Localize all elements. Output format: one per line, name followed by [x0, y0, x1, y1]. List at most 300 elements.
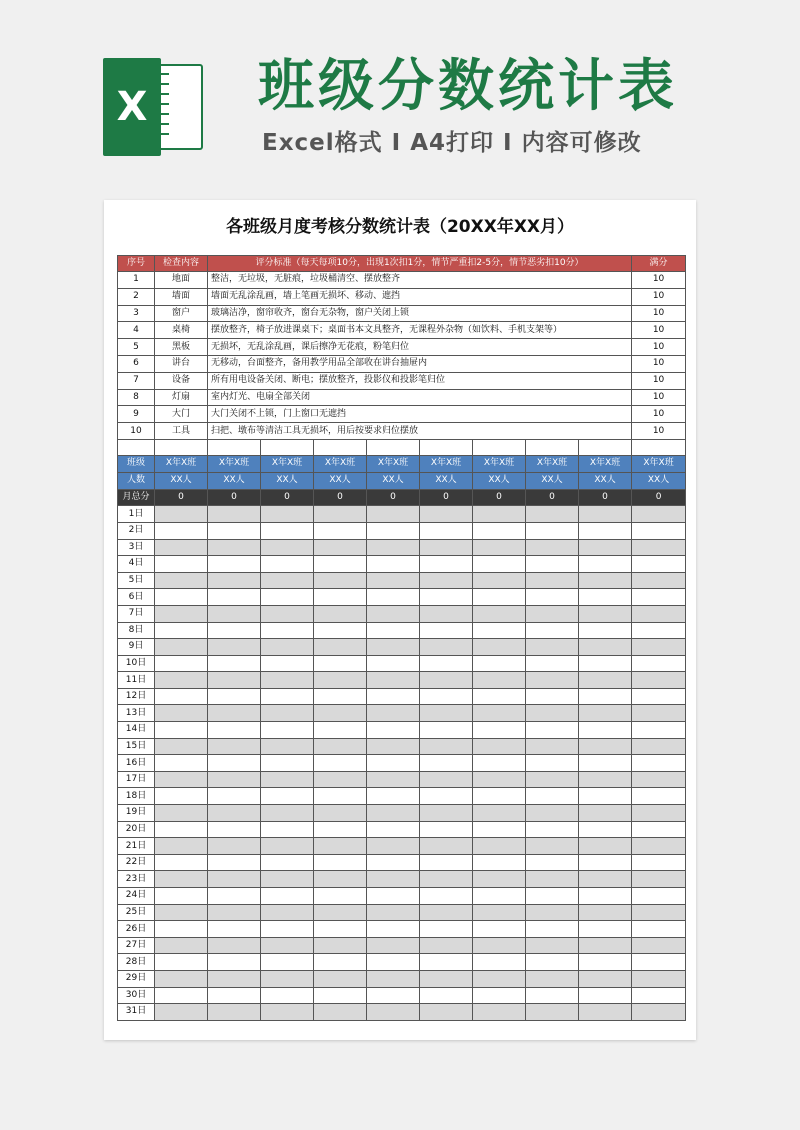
day-score-cell[interactable] [473, 506, 526, 523]
day-score-cell[interactable] [420, 572, 473, 589]
day-score-cell[interactable] [261, 722, 314, 739]
day-score-cell[interactable] [155, 605, 208, 622]
day-score-cell[interactable] [420, 556, 473, 573]
day-score-cell[interactable] [420, 937, 473, 954]
day-score-cell[interactable] [473, 672, 526, 689]
day-score-cell[interactable] [314, 1004, 367, 1021]
class-name[interactable]: X年X班 [208, 455, 261, 472]
class-people-count[interactable]: XX人 [632, 472, 686, 489]
day-score-cell[interactable] [473, 605, 526, 622]
day-score-cell[interactable] [473, 838, 526, 855]
day-score-cell[interactable] [367, 738, 420, 755]
day-score-cell[interactable] [632, 672, 686, 689]
day-score-cell[interactable] [632, 705, 686, 722]
day-score-cell[interactable] [314, 805, 367, 822]
day-score-cell[interactable] [261, 688, 314, 705]
day-score-cell[interactable] [632, 854, 686, 871]
day-score-cell[interactable] [473, 755, 526, 772]
day-score-cell[interactable] [632, 954, 686, 971]
day-score-cell[interactable] [526, 788, 579, 805]
day-score-cell[interactable] [420, 622, 473, 639]
day-score-cell[interactable] [314, 788, 367, 805]
class-people-count[interactable]: XX人 [261, 472, 314, 489]
class-name[interactable]: X年X班 [526, 455, 579, 472]
day-score-cell[interactable] [473, 722, 526, 739]
day-score-cell[interactable] [208, 888, 261, 905]
day-score-cell[interactable] [261, 888, 314, 905]
day-score-cell[interactable] [314, 854, 367, 871]
day-score-cell[interactable] [579, 755, 632, 772]
class-name[interactable]: X年X班 [314, 455, 367, 472]
day-score-cell[interactable] [420, 738, 473, 755]
day-score-cell[interactable] [473, 622, 526, 639]
day-score-cell[interactable] [473, 705, 526, 722]
day-score-cell[interactable] [579, 970, 632, 987]
day-score-cell[interactable] [261, 639, 314, 656]
day-score-cell[interactable] [473, 821, 526, 838]
day-score-cell[interactable] [420, 655, 473, 672]
day-score-cell[interactable] [420, 1004, 473, 1021]
day-score-cell[interactable] [579, 655, 632, 672]
day-score-cell[interactable] [208, 556, 261, 573]
day-score-cell[interactable] [261, 572, 314, 589]
day-score-cell[interactable] [314, 622, 367, 639]
day-score-cell[interactable] [367, 622, 420, 639]
class-name[interactable]: X年X班 [155, 455, 208, 472]
day-score-cell[interactable] [420, 589, 473, 606]
day-score-cell[interactable] [420, 871, 473, 888]
day-score-cell[interactable] [155, 622, 208, 639]
day-score-cell[interactable] [632, 771, 686, 788]
day-score-cell[interactable] [526, 506, 579, 523]
day-score-cell[interactable] [473, 539, 526, 556]
day-score-cell[interactable] [420, 522, 473, 539]
day-score-cell[interactable] [420, 904, 473, 921]
day-score-cell[interactable] [420, 805, 473, 822]
day-score-cell[interactable] [155, 838, 208, 855]
day-score-cell[interactable] [579, 904, 632, 921]
day-score-cell[interactable] [420, 954, 473, 971]
day-score-cell[interactable] [473, 854, 526, 871]
day-score-cell[interactable] [367, 506, 420, 523]
day-score-cell[interactable] [526, 954, 579, 971]
day-score-cell[interactable] [420, 888, 473, 905]
day-score-cell[interactable] [579, 688, 632, 705]
day-score-cell[interactable] [208, 622, 261, 639]
day-score-cell[interactable] [367, 755, 420, 772]
day-score-cell[interactable] [367, 788, 420, 805]
day-score-cell[interactable] [314, 672, 367, 689]
day-score-cell[interactable] [579, 506, 632, 523]
class-people-count[interactable]: XX人 [420, 472, 473, 489]
day-score-cell[interactable] [155, 539, 208, 556]
day-score-cell[interactable] [155, 987, 208, 1004]
day-score-cell[interactable] [261, 771, 314, 788]
day-score-cell[interactable] [579, 788, 632, 805]
day-score-cell[interactable] [155, 788, 208, 805]
day-score-cell[interactable] [314, 888, 367, 905]
day-score-cell[interactable] [208, 771, 261, 788]
day-score-cell[interactable] [526, 705, 579, 722]
day-score-cell[interactable] [579, 605, 632, 622]
day-score-cell[interactable] [473, 688, 526, 705]
day-score-cell[interactable] [155, 755, 208, 772]
day-score-cell[interactable] [367, 838, 420, 855]
day-score-cell[interactable] [473, 921, 526, 938]
day-score-cell[interactable] [367, 672, 420, 689]
day-score-cell[interactable] [261, 655, 314, 672]
day-score-cell[interactable] [420, 722, 473, 739]
day-score-cell[interactable] [261, 705, 314, 722]
day-score-cell[interactable] [314, 921, 367, 938]
day-score-cell[interactable] [526, 722, 579, 739]
day-score-cell[interactable] [632, 572, 686, 589]
day-score-cell[interactable] [367, 639, 420, 656]
day-score-cell[interactable] [367, 572, 420, 589]
day-score-cell[interactable] [208, 755, 261, 772]
day-score-cell[interactable] [632, 970, 686, 987]
class-people-count[interactable]: XX人 [367, 472, 420, 489]
day-score-cell[interactable] [632, 605, 686, 622]
day-score-cell[interactable] [579, 1004, 632, 1021]
day-score-cell[interactable] [155, 639, 208, 656]
day-score-cell[interactable] [579, 705, 632, 722]
day-score-cell[interactable] [314, 904, 367, 921]
day-score-cell[interactable] [526, 970, 579, 987]
class-people-count[interactable]: XX人 [314, 472, 367, 489]
day-score-cell[interactable] [420, 705, 473, 722]
day-score-cell[interactable] [261, 556, 314, 573]
day-score-cell[interactable] [420, 672, 473, 689]
day-score-cell[interactable] [632, 506, 686, 523]
day-score-cell[interactable] [314, 838, 367, 855]
day-score-cell[interactable] [367, 722, 420, 739]
day-score-cell[interactable] [155, 1004, 208, 1021]
day-score-cell[interactable] [367, 539, 420, 556]
day-score-cell[interactable] [208, 589, 261, 606]
day-score-cell[interactable] [208, 722, 261, 739]
day-score-cell[interactable] [420, 970, 473, 987]
day-score-cell[interactable] [632, 1004, 686, 1021]
day-score-cell[interactable] [155, 954, 208, 971]
day-score-cell[interactable] [420, 755, 473, 772]
day-score-cell[interactable] [632, 622, 686, 639]
day-score-cell[interactable] [632, 871, 686, 888]
day-score-cell[interactable] [579, 854, 632, 871]
day-score-cell[interactable] [579, 572, 632, 589]
day-score-cell[interactable] [526, 738, 579, 755]
day-score-cell[interactable] [261, 672, 314, 689]
class-people-count[interactable]: XX人 [579, 472, 632, 489]
day-score-cell[interactable] [155, 937, 208, 954]
day-score-cell[interactable] [632, 589, 686, 606]
day-score-cell[interactable] [367, 821, 420, 838]
day-score-cell[interactable] [473, 788, 526, 805]
day-score-cell[interactable] [367, 921, 420, 938]
day-score-cell[interactable] [314, 572, 367, 589]
day-score-cell[interactable] [314, 605, 367, 622]
day-score-cell[interactable] [314, 556, 367, 573]
class-people-count[interactable]: XX人 [155, 472, 208, 489]
class-name[interactable]: X年X班 [367, 455, 420, 472]
day-score-cell[interactable] [261, 605, 314, 622]
day-score-cell[interactable] [367, 522, 420, 539]
day-score-cell[interactable] [155, 854, 208, 871]
day-score-cell[interactable] [155, 556, 208, 573]
day-score-cell[interactable] [261, 904, 314, 921]
day-score-cell[interactable] [579, 888, 632, 905]
class-name[interactable]: X年X班 [420, 455, 473, 472]
day-score-cell[interactable] [314, 688, 367, 705]
day-score-cell[interactable] [579, 539, 632, 556]
day-score-cell[interactable] [155, 888, 208, 905]
day-score-cell[interactable] [367, 871, 420, 888]
day-score-cell[interactable] [632, 821, 686, 838]
day-score-cell[interactable] [526, 522, 579, 539]
day-score-cell[interactable] [473, 738, 526, 755]
day-score-cell[interactable] [473, 655, 526, 672]
day-score-cell[interactable] [261, 1004, 314, 1021]
day-score-cell[interactable] [208, 805, 261, 822]
day-score-cell[interactable] [208, 738, 261, 755]
day-score-cell[interactable] [579, 805, 632, 822]
day-score-cell[interactable] [155, 522, 208, 539]
class-name[interactable]: X年X班 [473, 455, 526, 472]
day-score-cell[interactable] [473, 805, 526, 822]
day-score-cell[interactable] [367, 888, 420, 905]
day-score-cell[interactable] [314, 722, 367, 739]
day-score-cell[interactable] [208, 937, 261, 954]
day-score-cell[interactable] [473, 572, 526, 589]
class-name[interactable]: X年X班 [632, 455, 686, 472]
day-score-cell[interactable] [208, 871, 261, 888]
day-score-cell[interactable] [579, 937, 632, 954]
day-score-cell[interactable] [420, 539, 473, 556]
day-score-cell[interactable] [473, 937, 526, 954]
day-score-cell[interactable] [261, 622, 314, 639]
day-score-cell[interactable] [632, 788, 686, 805]
day-score-cell[interactable] [208, 572, 261, 589]
day-score-cell[interactable] [367, 605, 420, 622]
day-score-cell[interactable] [632, 655, 686, 672]
day-score-cell[interactable] [420, 921, 473, 938]
day-score-cell[interactable] [420, 788, 473, 805]
day-score-cell[interactable] [367, 970, 420, 987]
day-score-cell[interactable] [579, 921, 632, 938]
day-score-cell[interactable] [314, 871, 367, 888]
day-score-cell[interactable] [261, 921, 314, 938]
day-score-cell[interactable] [261, 738, 314, 755]
day-score-cell[interactable] [632, 755, 686, 772]
day-score-cell[interactable] [420, 688, 473, 705]
day-score-cell[interactable] [314, 821, 367, 838]
day-score-cell[interactable] [632, 688, 686, 705]
day-score-cell[interactable] [208, 655, 261, 672]
day-score-cell[interactable] [526, 655, 579, 672]
day-score-cell[interactable] [208, 688, 261, 705]
day-score-cell[interactable] [632, 921, 686, 938]
day-score-cell[interactable] [632, 987, 686, 1004]
day-score-cell[interactable] [208, 705, 261, 722]
day-score-cell[interactable] [579, 771, 632, 788]
day-score-cell[interactable] [526, 672, 579, 689]
day-score-cell[interactable] [367, 987, 420, 1004]
day-score-cell[interactable] [579, 722, 632, 739]
class-name[interactable]: X年X班 [261, 455, 314, 472]
day-score-cell[interactable] [314, 506, 367, 523]
day-score-cell[interactable] [526, 771, 579, 788]
day-score-cell[interactable] [208, 539, 261, 556]
day-score-cell[interactable] [579, 589, 632, 606]
day-score-cell[interactable] [155, 655, 208, 672]
day-score-cell[interactable] [473, 771, 526, 788]
day-score-cell[interactable] [208, 821, 261, 838]
day-score-cell[interactable] [579, 987, 632, 1004]
day-score-cell[interactable] [314, 738, 367, 755]
day-score-cell[interactable] [155, 722, 208, 739]
day-score-cell[interactable] [155, 904, 208, 921]
day-score-cell[interactable] [155, 506, 208, 523]
day-score-cell[interactable] [579, 954, 632, 971]
day-score-cell[interactable] [208, 522, 261, 539]
day-score-cell[interactable] [526, 904, 579, 921]
day-score-cell[interactable] [632, 722, 686, 739]
day-score-cell[interactable] [632, 738, 686, 755]
day-score-cell[interactable] [155, 572, 208, 589]
day-score-cell[interactable] [526, 921, 579, 938]
day-score-cell[interactable] [420, 639, 473, 656]
class-people-count[interactable]: XX人 [473, 472, 526, 489]
day-score-cell[interactable] [367, 771, 420, 788]
day-score-cell[interactable] [261, 838, 314, 855]
class-people-count[interactable]: XX人 [208, 472, 261, 489]
day-score-cell[interactable] [261, 805, 314, 822]
day-score-cell[interactable] [261, 539, 314, 556]
day-score-cell[interactable] [579, 556, 632, 573]
day-score-cell[interactable] [632, 805, 686, 822]
day-score-cell[interactable] [261, 755, 314, 772]
day-score-cell[interactable] [367, 655, 420, 672]
day-score-cell[interactable] [314, 655, 367, 672]
day-score-cell[interactable] [526, 937, 579, 954]
day-score-cell[interactable] [526, 838, 579, 855]
day-score-cell[interactable] [314, 937, 367, 954]
day-score-cell[interactable] [155, 970, 208, 987]
day-score-cell[interactable] [261, 871, 314, 888]
day-score-cell[interactable] [579, 639, 632, 656]
day-score-cell[interactable] [208, 672, 261, 689]
day-score-cell[interactable] [208, 838, 261, 855]
day-score-cell[interactable] [314, 755, 367, 772]
day-score-cell[interactable] [526, 821, 579, 838]
day-score-cell[interactable] [155, 821, 208, 838]
day-score-cell[interactable] [208, 605, 261, 622]
day-score-cell[interactable] [526, 888, 579, 905]
day-score-cell[interactable] [208, 788, 261, 805]
day-score-cell[interactable] [261, 821, 314, 838]
day-score-cell[interactable] [473, 639, 526, 656]
day-score-cell[interactable] [367, 1004, 420, 1021]
day-score-cell[interactable] [473, 556, 526, 573]
day-score-cell[interactable] [632, 639, 686, 656]
day-score-cell[interactable] [526, 622, 579, 639]
day-score-cell[interactable] [208, 639, 261, 656]
day-score-cell[interactable] [155, 805, 208, 822]
day-score-cell[interactable] [208, 854, 261, 871]
day-score-cell[interactable] [420, 987, 473, 1004]
day-score-cell[interactable] [367, 688, 420, 705]
day-score-cell[interactable] [314, 705, 367, 722]
day-score-cell[interactable] [314, 987, 367, 1004]
day-score-cell[interactable] [367, 904, 420, 921]
day-score-cell[interactable] [208, 921, 261, 938]
day-score-cell[interactable] [261, 854, 314, 871]
day-score-cell[interactable] [526, 987, 579, 1004]
day-score-cell[interactable] [632, 838, 686, 855]
day-score-cell[interactable] [261, 970, 314, 987]
day-score-cell[interactable] [367, 805, 420, 822]
day-score-cell[interactable] [367, 556, 420, 573]
day-score-cell[interactable] [261, 506, 314, 523]
day-score-cell[interactable] [526, 639, 579, 656]
day-score-cell[interactable] [208, 904, 261, 921]
day-score-cell[interactable] [367, 705, 420, 722]
day-score-cell[interactable] [632, 556, 686, 573]
day-score-cell[interactable] [473, 522, 526, 539]
day-score-cell[interactable] [579, 821, 632, 838]
day-score-cell[interactable] [155, 705, 208, 722]
day-score-cell[interactable] [420, 506, 473, 523]
day-score-cell[interactable] [208, 987, 261, 1004]
day-score-cell[interactable] [526, 854, 579, 871]
day-score-cell[interactable] [473, 987, 526, 1004]
day-score-cell[interactable] [579, 522, 632, 539]
day-score-cell[interactable] [579, 871, 632, 888]
day-score-cell[interactable] [473, 970, 526, 987]
day-score-cell[interactable] [473, 904, 526, 921]
day-score-cell[interactable] [632, 937, 686, 954]
day-score-cell[interactable] [314, 771, 367, 788]
day-score-cell[interactable] [261, 788, 314, 805]
day-score-cell[interactable] [632, 539, 686, 556]
day-score-cell[interactable] [526, 539, 579, 556]
day-score-cell[interactable] [420, 854, 473, 871]
day-score-cell[interactable] [261, 589, 314, 606]
day-score-cell[interactable] [420, 771, 473, 788]
class-name[interactable]: X年X班 [579, 455, 632, 472]
day-score-cell[interactable] [261, 937, 314, 954]
day-score-cell[interactable] [526, 805, 579, 822]
day-score-cell[interactable] [155, 589, 208, 606]
day-score-cell[interactable] [208, 1004, 261, 1021]
day-score-cell[interactable] [314, 954, 367, 971]
day-score-cell[interactable] [208, 970, 261, 987]
day-score-cell[interactable] [526, 605, 579, 622]
day-score-cell[interactable] [579, 622, 632, 639]
day-score-cell[interactable] [473, 1004, 526, 1021]
day-score-cell[interactable] [314, 639, 367, 656]
day-score-cell[interactable] [579, 738, 632, 755]
day-score-cell[interactable] [473, 954, 526, 971]
day-score-cell[interactable] [155, 672, 208, 689]
day-score-cell[interactable] [367, 589, 420, 606]
day-score-cell[interactable] [632, 904, 686, 921]
day-score-cell[interactable] [473, 871, 526, 888]
day-score-cell[interactable] [526, 589, 579, 606]
day-score-cell[interactable] [155, 688, 208, 705]
day-score-cell[interactable] [261, 954, 314, 971]
day-score-cell[interactable] [155, 921, 208, 938]
